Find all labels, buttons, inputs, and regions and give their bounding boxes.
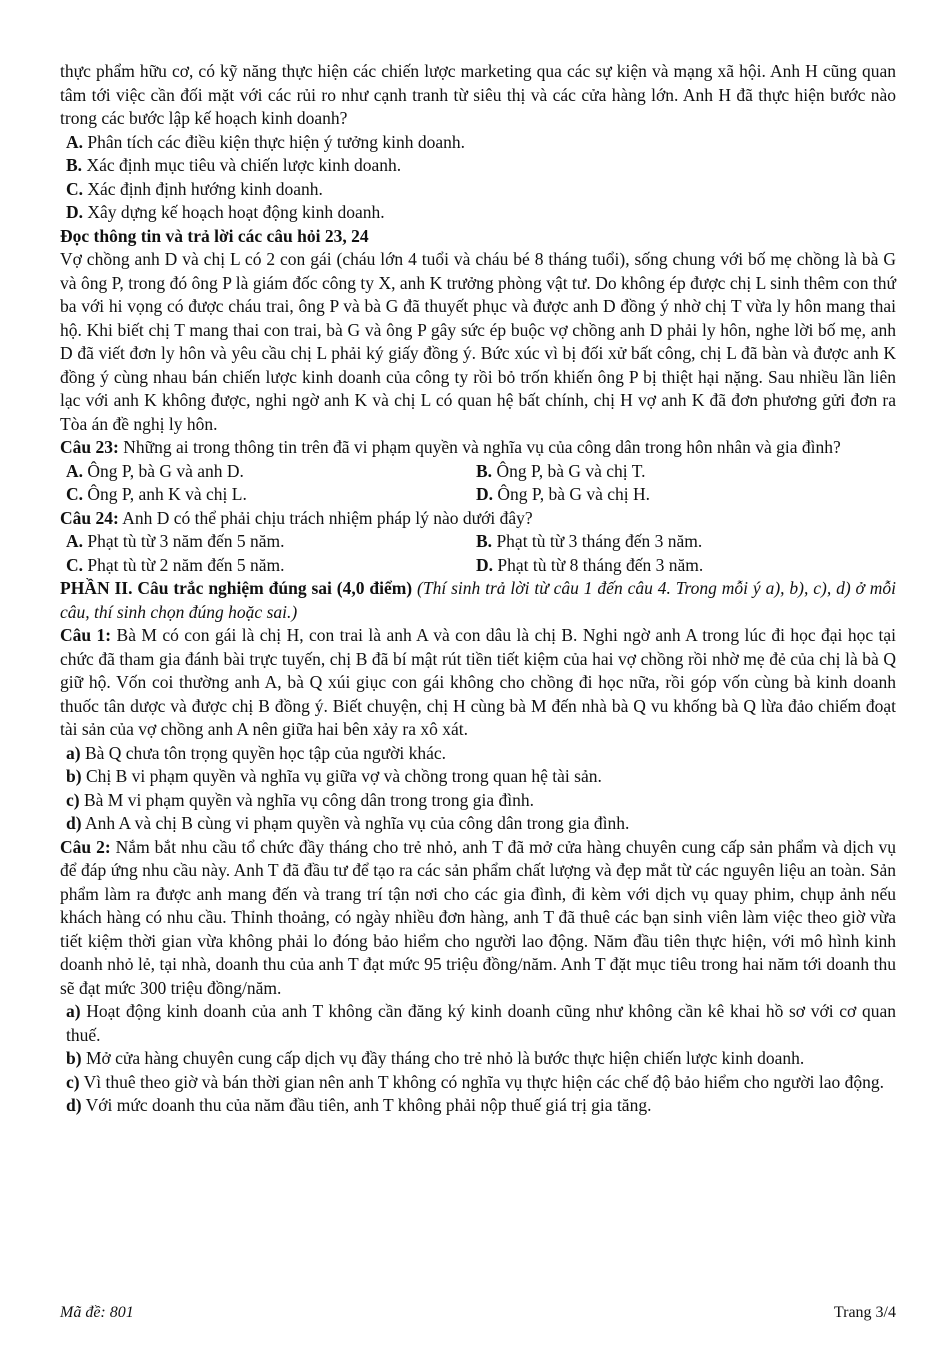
option-d: D. Xây dựng kế hoạch hoạt động kinh doanh. [66, 202, 385, 222]
part2-question-1: Câu 1: Bà M có con gái là chị H, con trai là anh A và con dâu là chị B. Nghi ngờ anh A trong lúc đi học đại học tại chức đã tham gia đánh bài trực tuyến, chị B đã bí mật rút tiền tiết kiệm của hai vợ chồng rồi nhờ mẹ đẻ của chị là bà Q giữ hộ. Vốn coi thường anh A, bà Q xúi giục con gái không cho chồng đi học nữa, rồi góp vốn cùng bà kinh doanh thuốc tân dược và được chị B đồng ý. Biết chuyện, chị H cùng bà M đến nhà bà Q vu khống bà Q lừa đảo chiếm đoạt tài sản của vợ chồng anh A nên giữa hai bên xảy ra xô xát. [60, 625, 896, 739]
section-heading: Đọc thông tin và trả lời các câu hỏi 23, 24 [60, 225, 369, 246]
statement-a: a) Bà Q chưa tôn trọng quyền học tập của người khác. [66, 742, 447, 763]
exam-code: Mã đề: 801 [60, 1304, 134, 1321]
statement-c: c) Bà M vi phạm quyền và nghĩa vụ công dân trong trong gia đình. [66, 789, 535, 810]
option-a: A. Phân tích các điều kiện thực hiện ý tưởng kinh doanh. [66, 131, 466, 152]
option-b: B. Xác định mục tiêu và chiến lược kinh doanh. [66, 155, 402, 175]
page-footer [60, 1304, 896, 1322]
option-a: A. Phạt tù từ 3 năm đến 5 năm. [66, 531, 285, 551]
statement-a: a) Hoạt động kinh doanh của anh T không cần đăng ký kinh doanh cũng như không cần kê khai hồ sơ với cơ quan thuế. [66, 1001, 897, 1045]
option-c: C. Ông P, anh K và chị L. [66, 484, 247, 504]
question-24-options [66, 530, 896, 577]
statement-d: d) Anh A và chị B cùng vi phạm quyền và nghĩa vụ của công dân trong gia đình. [66, 813, 630, 833]
statement-b: b) Mở cửa hàng chuyên cung cấp dịch vụ đầy tháng cho trẻ nhỏ là bước thực hiện chiến lược kinh doanh. [66, 1048, 805, 1068]
question-24: Câu 24: Anh D có thể phải chịu trách nhiệm pháp lý nào dưới đây? [60, 507, 533, 528]
intro-options [60, 131, 896, 225]
question-23-options [66, 460, 896, 507]
part-2-header: PHẦN II. Câu trắc nghiệm đúng sai (4,0 điểm) (Thí sinh trả lời từ câu 1 đến câu 4. Trong mỗi ý a), b), c), d) ở mỗi câu, thí sinh chọn đúng hoặc sai.) [60, 578, 897, 622]
question-23: Câu 23: Những ai trong thông tin trên đã vi phạm quyền và nghĩa vụ của công dân trong hôn nhân và gia đình? [60, 437, 841, 457]
option-c: C. Xác định định hướng kinh doanh. [66, 178, 323, 199]
option-d: D. Ông P, bà G và chị H. [476, 484, 651, 504]
option-b: B. Ông P, bà G và chị T. [476, 460, 646, 481]
passage-paragraph: Vợ chồng anh D và chị L có 2 con gái (cháu lớn 4 tuổi và cháu bé 8 tháng tuổi), sống chung với bố mẹ chồng là bà G và ông P, trong đó ông P là giám đốc công ty X, anh K trưởng phòng vật tư. Do không ép được chị L sinh thêm con thứ ba với hi vọng có được cháu trai, ông P và bà G đã thuyết phục và được anh D đồng ý nhờ chị T vừa ly hôn mang thai hộ. Khi biết chị T mang thai con trai, bà G và ông P gây sức ép buộc vợ chồng anh D phải ly hôn, nghe lời bố mẹ, anh D đã viết đơn ly hôn và yêu cầu chị L phải ký giấy đồng ý. Bức xúc vì bị đối xử bất công, chị L đã bàn và được anh K đồng ý cùng nhau bán chiến lược kinh doanh của công ty rồi bỏ trốn khiến ông P bị thiệt hại nặng. Sau nhiều lần liên lạc với anh K không được, nghi ngờ anh K và chị L có quan hệ bất chính, chị H vợ anh K đã đơn phương gửi đơn ra Tòa án đề nghị ly hôn. [60, 249, 896, 434]
statement-d: d) Với mức doanh thu của năm đầu tiên, anh T không phải nộp thuế giá trị gia tăng. [66, 1095, 652, 1115]
statement-b: b) Chị B vi phạm quyền và nghĩa vụ giữa vợ và chồng trong quan hệ tài sản. [66, 766, 602, 786]
option-d: D. Phạt tù từ 8 tháng đến 3 năm. [476, 554, 704, 575]
option-b: B. Phạt tù từ 3 tháng đến 3 năm. [476, 531, 703, 551]
part2-question-2: Câu 2: Nắm bắt nhu cầu tổ chức đầy tháng cho trẻ nhỏ, anh T đã mở cửa hàng chuyên cung cấp sản phẩm và dịch vụ để đáp ứng nhu cầu này. Anh T đã đầu tư để tạo ra các sản phẩm chất lượng và đẹp mắt từ các nguyên liệu an toàn. Sản phẩm làm ra được anh mang đến và trang trí tận nơi cho các gia đình, đi kèm với dịch vụ quay phim, chụp ảnh nếu khách hàng có nhu cầu. Thỉnh thoảng, có ngày nhiều đơn hàng, anh T đã thuê các bạn sinh viên làm việc theo giờ vừa tiết kiệm thời gian vừa không phải lo đóng bảo hiểm cho người lao động. Năm đầu tiên thực hiện, với mô hình kinh doanh nhỏ lẻ, tại nhà, doanh thu của anh T đạt mức 95 triệu đồng/năm. Anh T đặt mục tiêu trong hai năm tới doanh thu sẽ đạt mức 300 triệu đồng/năm. [60, 836, 896, 998]
statement-c: c) Vì thuê theo giờ và bán thời gian nên anh T không có nghĩa vụ thực hiện các chế độ bảo hiểm cho người lao động. [66, 1071, 885, 1092]
option-c: C. Phạt tù từ 2 năm đến 5 năm. [66, 554, 285, 575]
intro-paragraph: thực phẩm hữu cơ, có kỹ năng thực hiện các chiến lược marketing qua các sự kiện và mạng xã hội. Anh H cũng quan tâm tới việc cần đối mặt với các rủi ro như cạnh tranh từ siêu thị và các cửa hàng lớn. Anh H đã thực hiện bước nào trong các bước lập kế hoạch kinh doanh? [60, 61, 896, 128]
option-a: A. Ông P, bà G và anh D. [66, 460, 244, 481]
exam-page [60, 60, 896, 1118]
page-number: Trang 3/4 [833, 1304, 896, 1321]
